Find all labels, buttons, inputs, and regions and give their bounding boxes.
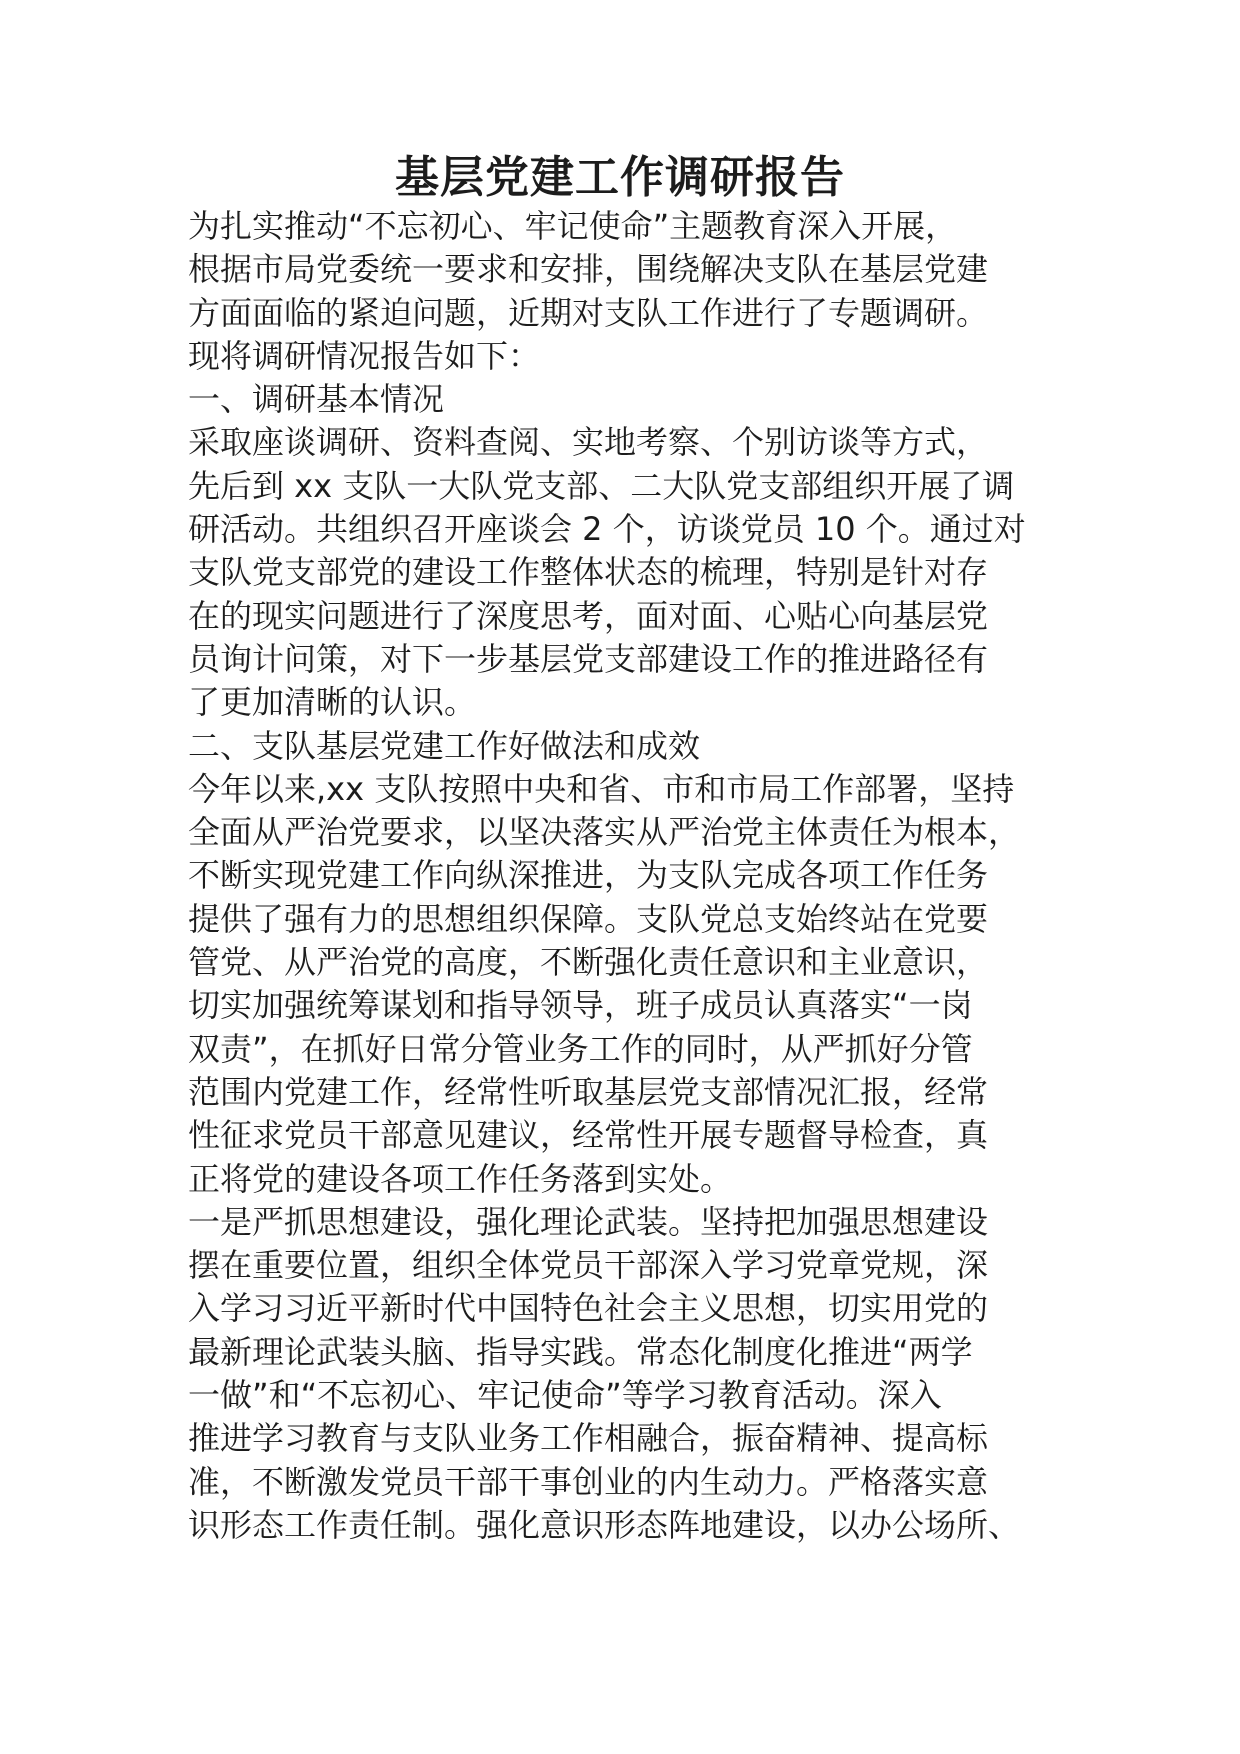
body-line: 支队党支部党的建设工作整体状态的梳理，特别是针对存 [188,553,989,592]
body-line: 一是严抓思想建设，强化理论武装。坚持把加强思想建设 [188,1202,989,1241]
body-line: 先后到 xx 支队一大队党支部、二大队党支部组织开展了调 [188,466,1015,505]
body-line: 了更加清晰的认识。 [188,683,477,722]
body-line: 不断实现党建工作向纵深推进，为支队完成各项工作任务 [188,856,989,895]
body-line: 正将党的建设各项工作任务落到实处。 [188,1159,733,1198]
section-heading: 二、支队基层党建工作好做法和成效 [188,726,701,765]
document-title: 基层党建工作调研报告 [395,152,845,203]
body-line: 研活动。共组织召开座谈会 2 个，访谈党员 10 个。通过对 [188,510,1026,549]
body-line: 现将调研情况报告如下： [188,336,541,375]
section-heading: 一、调研基本情况 [188,380,445,419]
body-line: 性征求党员干部意见建议，经常性开展专题督导检查，真 [188,1116,989,1155]
body-line: 范围内党建工作，经常性听取基层党支部情况汇报，经常 [188,1072,989,1111]
body-line: 在的现实问题进行了深度思考，面对面、心贴心向基层党 [188,596,989,635]
body-line: 为扎实推动“不忘初心、牢记使命”主题教育深入开展， [188,207,958,245]
body-line: 采取座谈调研、资料查阅、实地考察、个别访谈等方式， [188,423,989,462]
body-line: 提供了强有力的思想组织保障。支队党总支始终站在党要 [188,899,989,938]
body-line: 摆在重要位置，组织全体党员干部深入学习党章党规，深 [188,1246,989,1285]
body-line: 推进学习教育与支队业务工作相融合，振奋精神、提高标 [188,1419,989,1458]
body-line: 识形态工作责任制。强化意识形态阵地建设，以办公场所、 [188,1505,1021,1544]
document-body [188,205,1058,1547]
body-line: 准，不断激发党员干部干事创业的内生动力。严格落实意 [188,1462,989,1501]
body-line: 根据市局党委统一要求和安排，围绕解决支队在基层党建 [188,250,989,289]
body-line: 切实加强统筹谋划和指导领导，班子成员认真落实“一岗 [188,986,973,1025]
body-line: 管党、从严治党的高度，不断强化责任意识和主业意识， [188,943,989,982]
body-line: 一做”和“不忘初心、牢记使命”等学习教育活动。深入 [188,1376,942,1415]
body-line: 入学习习近平新时代中国特色社会主义思想，切实用党的 [188,1289,989,1328]
body-line: 员询计问策，对下一步基层党支部建设工作的推进路径有 [188,639,989,678]
body-line: 方面面临的紧迫问题，近期对支队工作进行了专题调研。 [188,293,989,332]
body-line: 全面从严治党要求，以坚决落实从严治党主体责任为根本， [188,813,1021,852]
body-line: 最新理论武装头脑、指导实践。常态化制度化推进“两学 [188,1332,973,1371]
body-line: 双责”，在抓好日常分管业务工作的同时，从严抓好分管 [188,1029,973,1068]
body-line: 今年以来,xx 支队按照中央和省、市和市局工作部署，坚持 [188,769,1015,808]
